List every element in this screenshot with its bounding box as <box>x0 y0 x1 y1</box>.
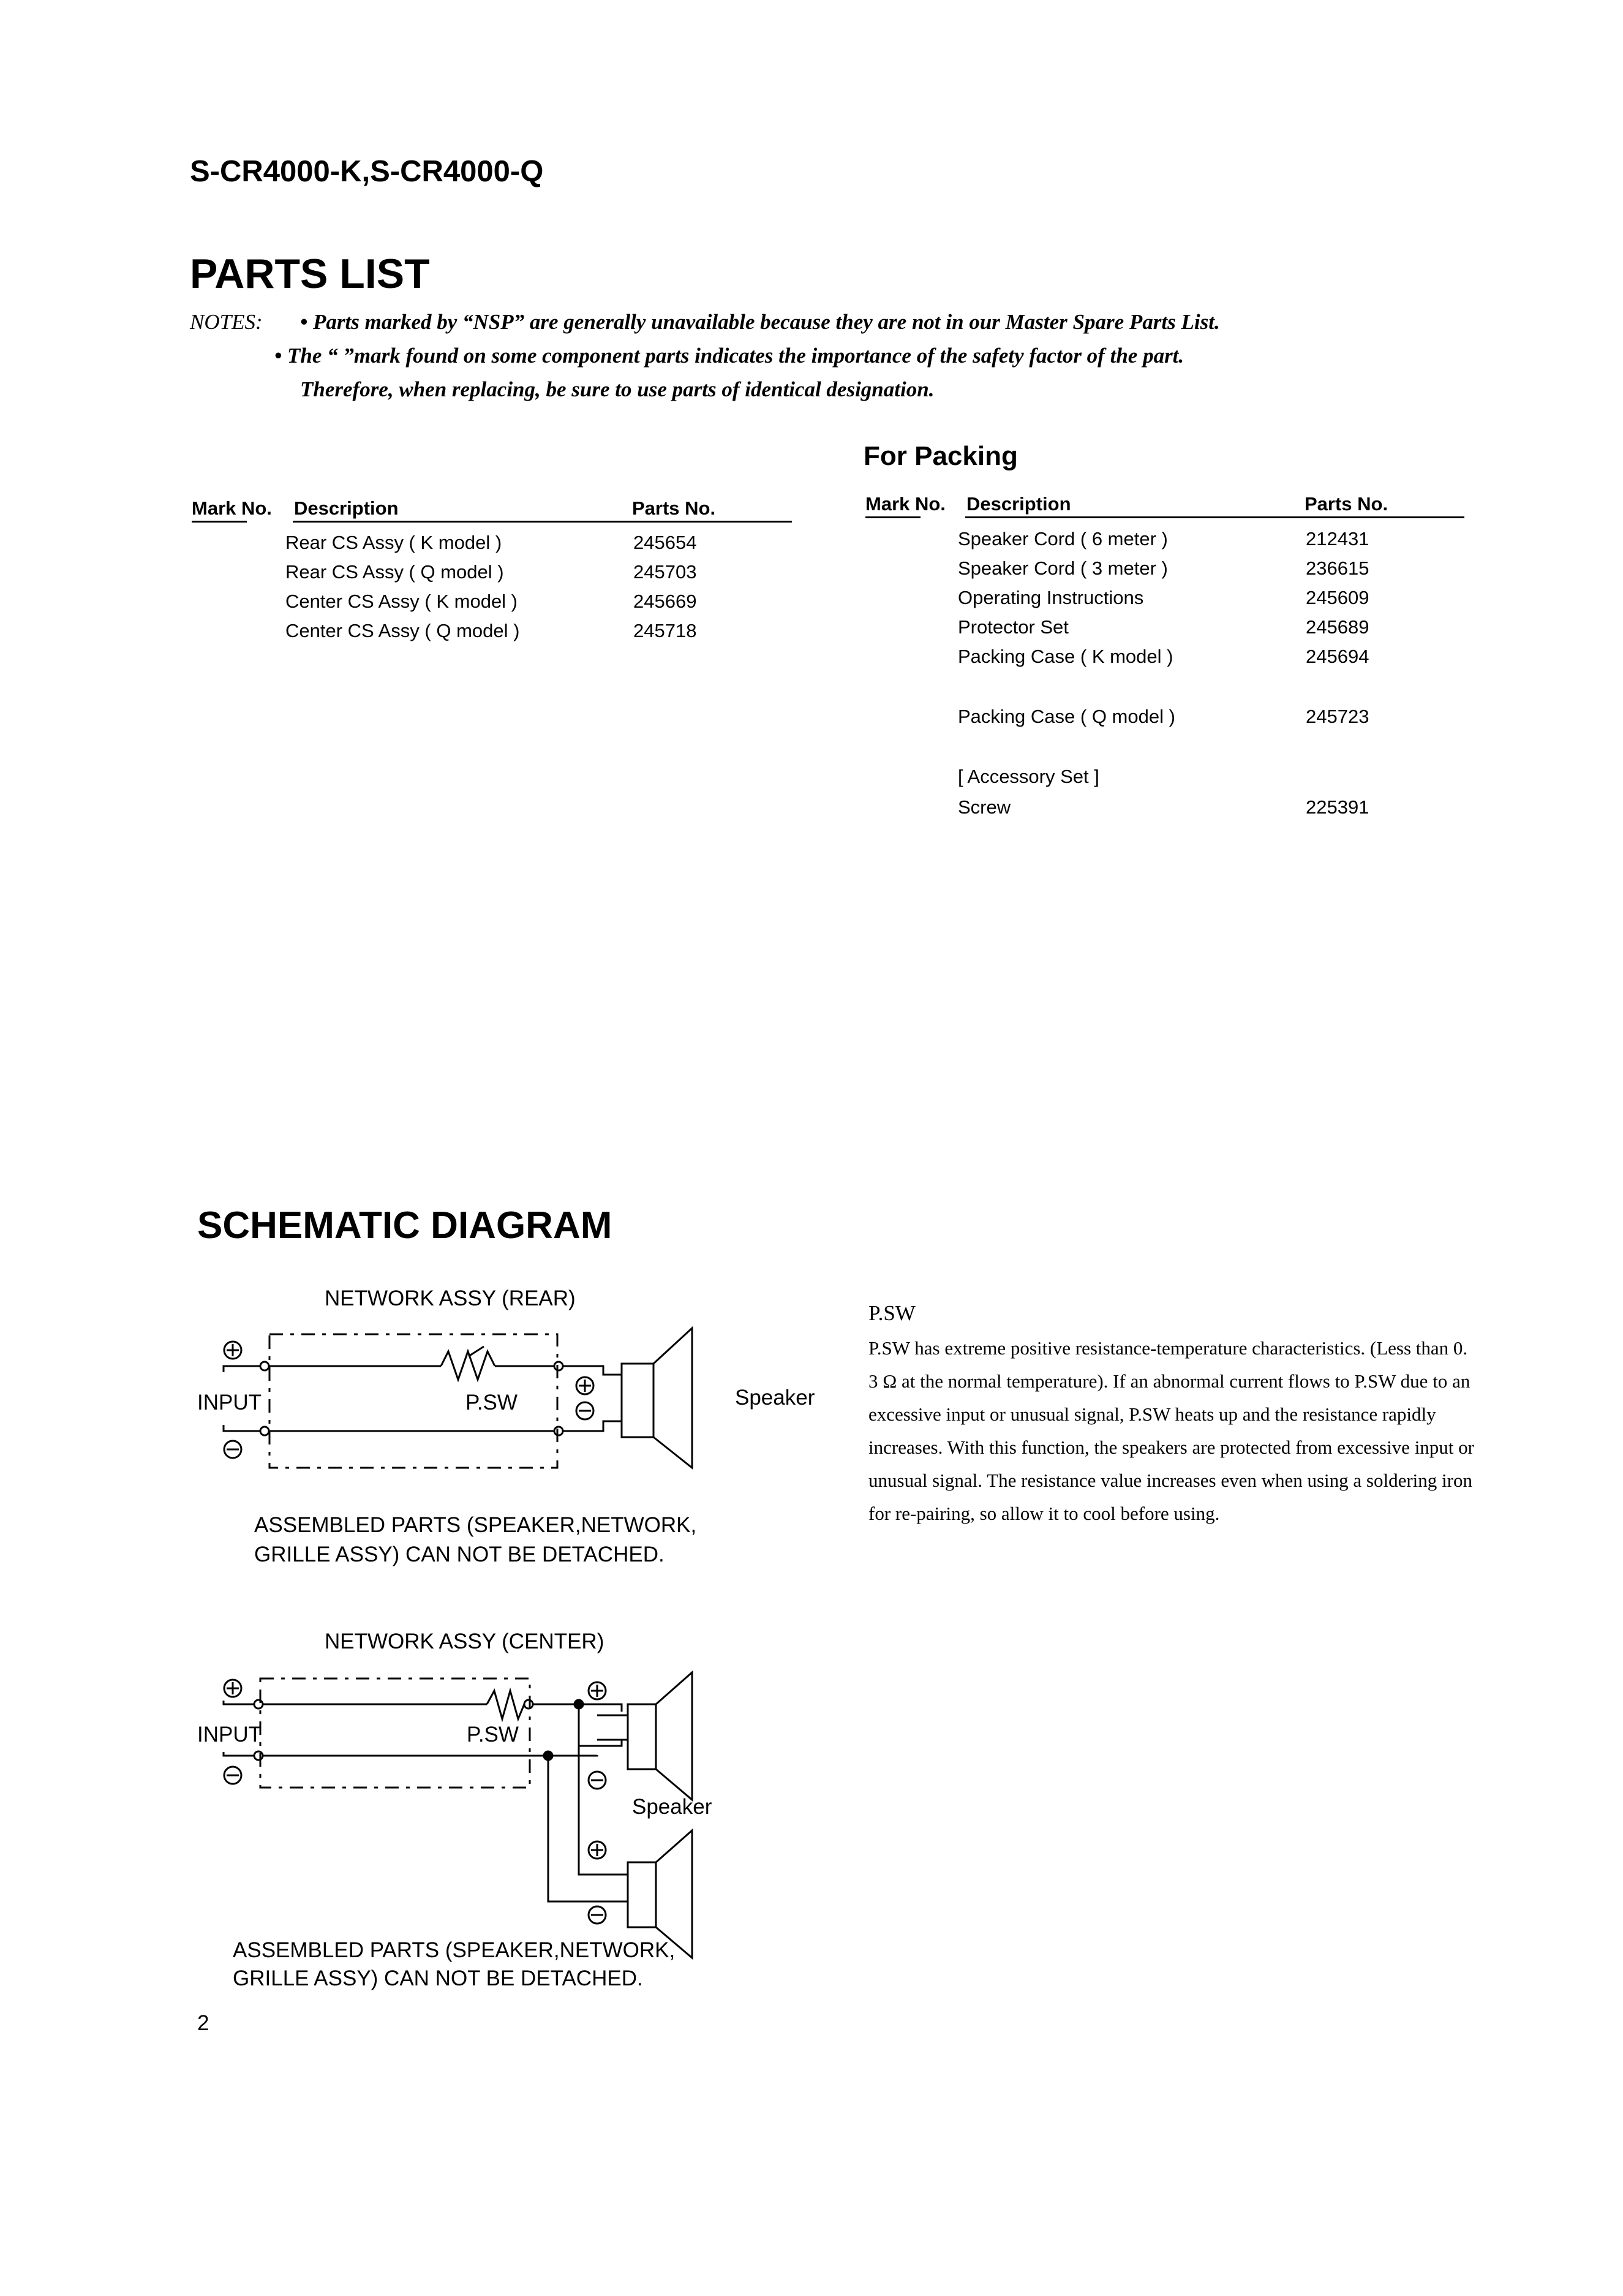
center-assembled-note: GRILLE ASSY) CAN NOT BE DETACHED. <box>233 1966 643 1990</box>
note-safety-mark: • The “ ”mark found on some component parts indicates the importance of the safety factor of the part. <box>274 344 1184 368</box>
parts-row-number: 245718 <box>633 620 697 641</box>
col-header-parts-no: Parts No. <box>1305 493 1388 515</box>
parts-list-heading: PARTS LIST <box>190 251 430 297</box>
rear-network-diagram <box>224 1328 692 1468</box>
rear-input-label: INPUT <box>197 1391 262 1414</box>
rear-assembled-note: ASSEMBLED PARTS (SPEAKER,NETWORK, <box>254 1513 697 1537</box>
center-input-label: INPUT <box>197 1723 262 1747</box>
packing-row-description: Screw <box>958 796 1011 818</box>
center-assembled-note: ASSEMBLED PARTS (SPEAKER,NETWORK, <box>233 1938 676 1962</box>
parts-row-description: Center CS Assy ( K model ) <box>285 591 518 612</box>
page-number: 2 <box>197 2011 209 2035</box>
parts-row-description: Rear CS Assy ( K model ) <box>285 532 502 553</box>
rear-psw-label: P.SW <box>465 1391 518 1414</box>
note-nsp: • Parts marked by “NSP” are generally unavailable because they are not in our Master Spare Parts List. <box>300 310 1220 334</box>
rear-network-title: NETWORK ASSY (REAR) <box>325 1286 576 1310</box>
parts-row-description: Rear CS Assy ( Q model ) <box>285 561 504 583</box>
rear-speaker-label: Speaker <box>735 1386 815 1410</box>
rear-assembled-note: GRILLE ASSY) CAN NOT BE DETACHED. <box>254 1543 665 1566</box>
col-header-mark-no: Mark No. <box>865 493 946 515</box>
packing-row-description: Speaker Cord ( 6 meter ) <box>958 528 1168 549</box>
col-header-mark-no: Mark No. <box>192 497 272 519</box>
parts-row-description: Center CS Assy ( Q model ) <box>285 620 520 641</box>
center-psw-label: P.SW <box>467 1723 519 1747</box>
packing-row-description: Protector Set <box>958 616 1069 638</box>
parts-row-number: 245654 <box>633 532 697 553</box>
center-network-title: NETWORK ASSY (CENTER) <box>325 1629 604 1653</box>
psw-description: P.SW has extreme positive resistance-temperature characteristics. (Less than 0. 3 Ω at the normal temperature). If an abnormal current flows to P.SW due to an excessive input or unusual signal, P.SW heats up and the resistance rapidly increases. With this function, the speakers are protected from excessive input or unusual signal. The resistance value increases even when using a soldering iron for re-pairing, so allow it to cool before using. <box>868 1337 1474 1524</box>
packing-row-description: Speaker Cord ( 3 meter ) <box>958 557 1168 579</box>
col-header-parts-no: Parts No. <box>632 497 716 519</box>
notes-label: NOTES: <box>190 310 263 334</box>
packing-row-number: 245689 <box>1306 616 1369 638</box>
center-network-diagram <box>224 1672 692 1958</box>
packing-row-number: 212431 <box>1306 528 1369 549</box>
packing-row-description: Packing Case ( K model ) <box>958 646 1173 667</box>
for-packing-heading: For Packing <box>864 441 1018 471</box>
packing-row-number: 245609 <box>1306 587 1369 608</box>
packing-row-description: Packing Case ( Q model ) <box>958 706 1175 727</box>
note-designation: Therefore, when replacing, be sure to use parts of identical designation. <box>300 377 935 401</box>
model-title: S-CR4000-K,S-CR4000-Q <box>190 155 544 188</box>
packing-row-number: 245694 <box>1306 646 1369 667</box>
packing-row-number: 236615 <box>1306 557 1369 579</box>
packing-row-number: 245723 <box>1306 706 1369 727</box>
packing-row-number: 225391 <box>1306 796 1369 818</box>
parts-row-number: 245703 <box>633 561 697 583</box>
parts-row-number: 245669 <box>633 591 697 612</box>
col-header-description: Description <box>966 493 1071 515</box>
packing-row-description: Operating Instructions <box>958 587 1144 608</box>
center-speaker-label: Speaker <box>632 1795 712 1819</box>
col-header-description: Description <box>294 497 399 519</box>
psw-title: P.SW <box>868 1301 916 1325</box>
schematic-heading: SCHEMATIC DIAGRAM <box>197 1204 612 1247</box>
packing-row-description: [ Accessory Set ] <box>958 766 1099 787</box>
